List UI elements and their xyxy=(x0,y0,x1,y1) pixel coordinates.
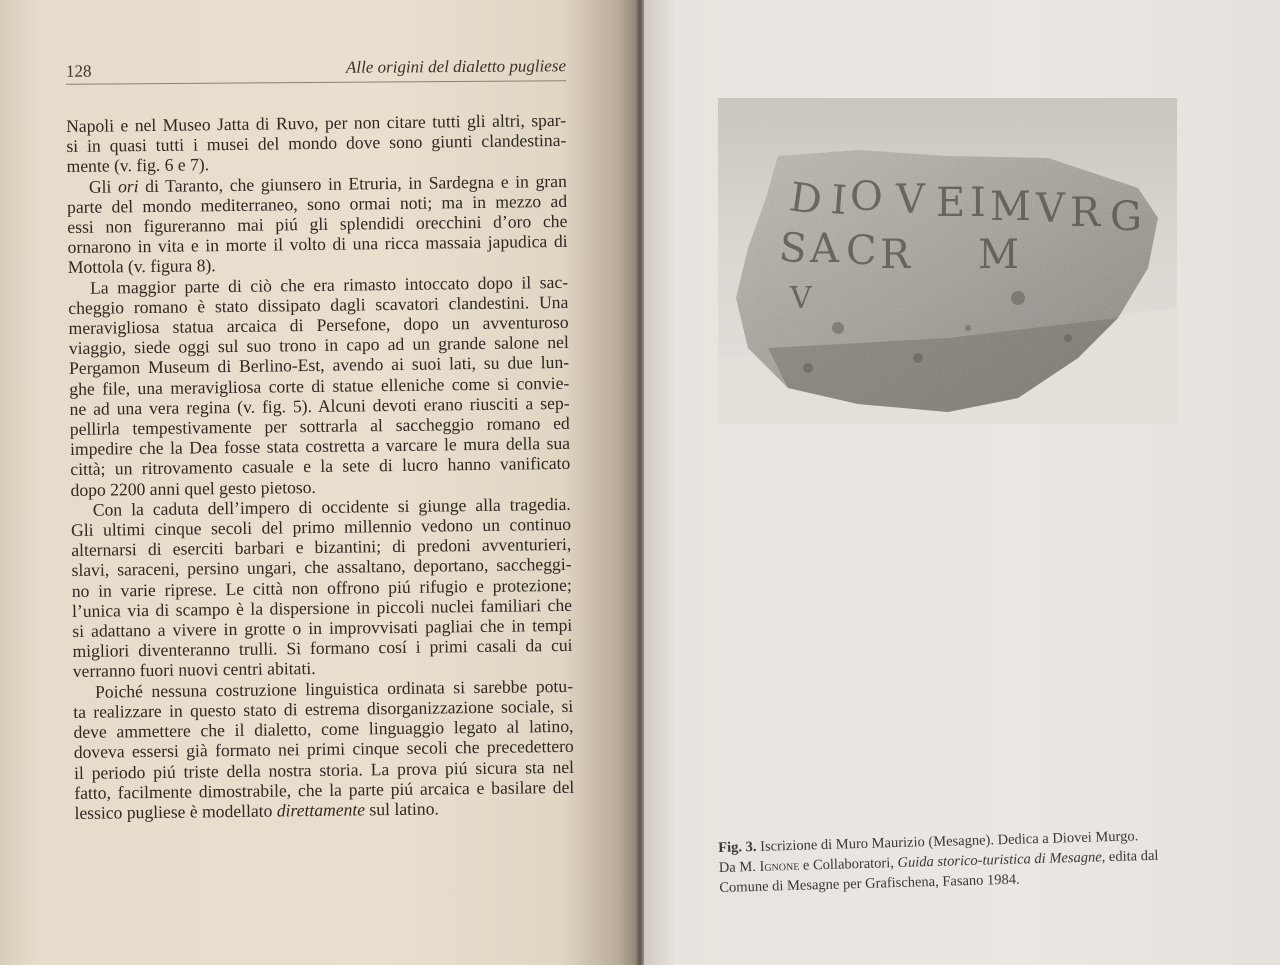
body-line: il periodo piú triste della nostra storia. La prova piú sicura sta nel xyxy=(73,756,575,783)
body-line: doveva essersi già formato nei primi cinque secoli che precedettero xyxy=(73,736,574,763)
caption-line-1: Fig. 3. Iscrizione di Muro Maurizio (Mesagne). Dedica a Diovei Murgo. xyxy=(718,828,1139,856)
body-line: impedire che la Dea fosse stata costretta a varcare le mura della sua xyxy=(69,433,571,460)
body-line: mente (v. fig. 6 e 7). xyxy=(66,154,210,177)
body-line: verranno fuori nuovi centri abitati. xyxy=(72,658,316,682)
svg-text:M: M xyxy=(978,232,1019,278)
body-line: ornarono in vita e in morte il volto di una ricca massaia japudica di xyxy=(67,231,568,258)
svg-text:R: R xyxy=(1070,190,1101,236)
body-line: cheggio romano è stato dissipato dagli scavatori clandestini. Una xyxy=(68,291,569,318)
body-line: Mottola (v. figura 8). xyxy=(67,255,216,278)
figure-label: Fig. 3. xyxy=(718,838,757,856)
body-line: si in quasi tutti i musei del mondo dove sono giunti clandestina- xyxy=(66,130,567,157)
body-line: essi non figureranno mai piú gli splendidi orecchini d’oro che xyxy=(67,210,568,238)
inscription-photo xyxy=(718,98,1177,424)
body-line: La maggior parte di ciò che era rimasto intoccato dopo il sac- xyxy=(89,271,569,298)
svg-text:I: I xyxy=(970,180,986,226)
body-line: si adattano a vivere in grotte o in improvvisati pagliai che in tempi xyxy=(72,614,573,642)
body-line: fatto, facilmente dimostrabile, che la parte piú arcaica e basilare del xyxy=(74,776,575,803)
body-line: Pergamon Museum di Berlino-Est, avendo ai suoi lati, su due lun- xyxy=(68,352,570,379)
svg-text:V: V xyxy=(1036,186,1065,232)
body-line: ne ad una vera regina (v. fig. 5). Alcuni devoti erano riusciti a sep- xyxy=(69,392,570,419)
body-line: dopo 2200 anni quel gesto pietoso. xyxy=(70,476,316,500)
body-line: deve ammettere che il dialetto, come linguaggio legato al latino, xyxy=(73,715,574,743)
body-line: no in varie riprese. Le città non offrono piú rifugio e protezione; xyxy=(71,574,572,601)
body-line: meravigliosa statua arcaica di Persefone, dopo un avventuroso xyxy=(68,311,569,339)
body-text xyxy=(66,110,575,823)
book-gutter xyxy=(636,0,644,965)
svg-text:I: I xyxy=(829,177,849,225)
body-line: Gli ultimi cinque secoli del primo millennio vedono un continuo xyxy=(70,513,572,541)
svg-text:S: S xyxy=(776,224,810,273)
svg-text:O: O xyxy=(850,174,883,220)
svg-text:M: M xyxy=(990,184,1031,230)
running-title: Alle origini del dialetto pugliese xyxy=(345,56,567,77)
page-header xyxy=(66,56,566,84)
body-line: ta realizzare in questo stato di estrema disorganizzazione sociale, si xyxy=(73,695,574,722)
body-line: parte del mondo mediterraneo, sono ormai noti; ma in mezzo ad xyxy=(66,190,568,217)
body-line: città; un ritrovamento casuale e la sete di lucro hanno vanificato xyxy=(70,453,571,480)
body-line: ghe file, una meravigliosa corte di statue elleniche come si convie- xyxy=(69,372,570,399)
body-line: Poiché nessuna costruzione linguistica ordinata si sarebbe potu- xyxy=(94,675,574,702)
body-line: pellirla tempestivamente per sottrarla al saccheggio romano ed xyxy=(69,412,570,440)
body-line: alternarsi di eserciti barbari e bizantini; di predoni avventurieri, xyxy=(71,534,572,561)
body-line: Gli ori di Taranto, che giunsero in Etruria, in Sardegna e in gran xyxy=(88,170,567,197)
page-number: 128 xyxy=(65,61,92,81)
svg-text:V: V xyxy=(896,177,925,223)
body-line: migliori diventeranno trulli. Si formano cosí i primi casali da cui xyxy=(72,635,573,662)
svg-text:G: G xyxy=(1110,194,1142,240)
caption-line-3: Comune di Mesagne per Grafischena, Fasano 1984. xyxy=(719,871,1020,896)
book-title: Guida storico-turistica di Mesagne, xyxy=(897,849,1106,871)
body-line: viaggio, siede oggi sul suo trono in capo ad un grande salone nel xyxy=(68,332,569,359)
body-line: l’unica via di scampo è la dispersione in piccoli nuclei familiari che xyxy=(71,594,573,621)
body-line: Con la caduta dell’impero di occidente si giunge alla tragedia. xyxy=(92,493,571,520)
body-line: Napoli e nel Museo Jatta di Ruvo, per non citare tutti gli altri, spar- xyxy=(66,109,567,136)
svg-text:E: E xyxy=(936,180,966,226)
svg-text:C: C xyxy=(846,228,877,274)
left-page xyxy=(0,0,638,965)
svg-text:D: D xyxy=(786,174,825,225)
svg-text:A: A xyxy=(810,226,839,272)
body-line: slavi, saraceni, persino ungari, che assaltano, deportano, saccheggi- xyxy=(71,554,572,581)
caption-line-2: Da M. Ignone e Collaboratori, Guida storico-turistica di Mesagne, edita dal xyxy=(718,847,1159,876)
svg-text:R: R xyxy=(880,232,911,278)
body-line: lessico pugliese è modellato direttamente sul latino. xyxy=(74,798,439,823)
author-name: Ignone xyxy=(759,857,800,875)
svg-text:V: V xyxy=(790,281,812,316)
